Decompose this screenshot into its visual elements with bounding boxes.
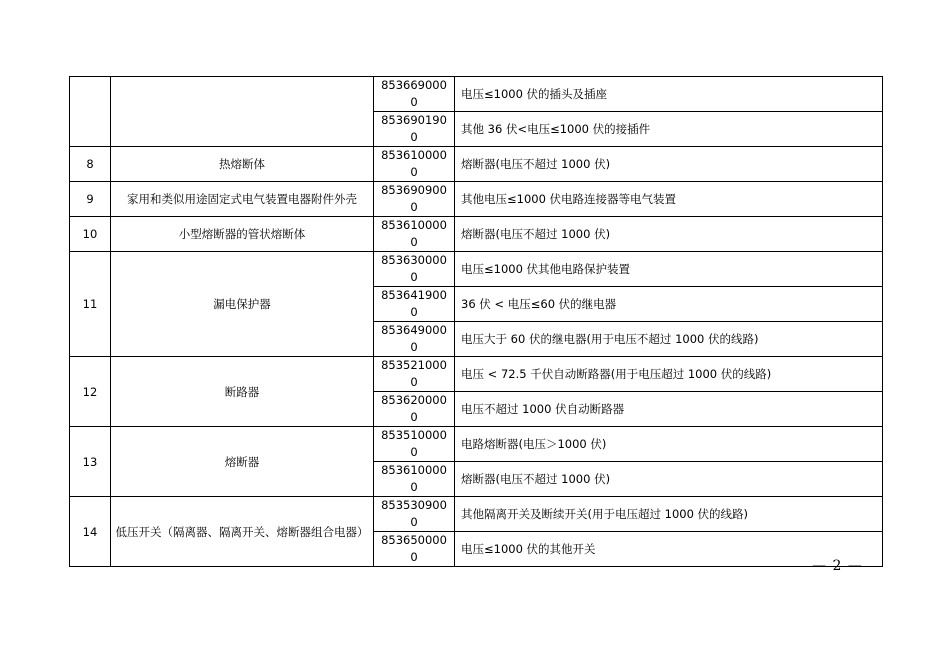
table-row bbox=[70, 427, 883, 462]
table-row bbox=[70, 77, 883, 112]
table-row bbox=[70, 252, 883, 287]
row-number-cell: 11 bbox=[70, 252, 111, 357]
hs-code-line2: 0 bbox=[410, 270, 418, 284]
hs-code-line1: 853669000 bbox=[381, 78, 447, 92]
hs-code-line2: 0 bbox=[410, 340, 418, 354]
product-name-cell: 断路器 bbox=[111, 357, 374, 427]
code-description-cell: 熔断器(电压不超过 1000 伏) bbox=[455, 147, 883, 182]
code-description-cell: 电路熔断器(电压＞1000 伏) bbox=[455, 427, 883, 462]
row-number-cell: 10 bbox=[70, 217, 111, 252]
code-description-cell: 其他电压≤1000 伏电路连接器等电气装置 bbox=[455, 182, 883, 217]
hs-code-cell bbox=[374, 357, 455, 392]
code-description-cell: 电压不超过 1000 伏自动断路器 bbox=[455, 392, 883, 427]
hs-code-cell bbox=[374, 462, 455, 497]
table-row bbox=[70, 497, 883, 532]
row-number-cell: 14 bbox=[70, 497, 111, 567]
hs-code-cell bbox=[374, 182, 455, 217]
hs-code-line1: 853610000 bbox=[381, 463, 447, 477]
table-row bbox=[70, 147, 883, 182]
hs-code-line2: 0 bbox=[410, 200, 418, 214]
hs-code-line2: 0 bbox=[410, 410, 418, 424]
code-description-cell: 熔断器(电压不超过 1000 伏) bbox=[455, 462, 883, 497]
hs-code-line1: 853649000 bbox=[381, 323, 447, 337]
hs-code-line2: 0 bbox=[410, 445, 418, 459]
table-row bbox=[70, 217, 883, 252]
hs-code-line2: 0 bbox=[410, 515, 418, 529]
hs-code-line1: 853510000 bbox=[381, 428, 447, 442]
product-code-table bbox=[69, 76, 883, 567]
hs-code-cell bbox=[374, 427, 455, 462]
hs-code-line1: 853610000 bbox=[381, 148, 447, 162]
hs-code-line2: 0 bbox=[410, 305, 418, 319]
product-name-cell: 熔断器 bbox=[111, 427, 374, 497]
hs-code-line1: 853650000 bbox=[381, 533, 447, 547]
table-row bbox=[70, 182, 883, 217]
table-body bbox=[70, 77, 883, 567]
code-description-cell: 熔断器(电压不超过 1000 伏) bbox=[455, 217, 883, 252]
hs-code-cell bbox=[374, 147, 455, 182]
code-description-cell: 电压≤1000 伏的其他开关 bbox=[455, 532, 883, 567]
hs-code-line1: 853620000 bbox=[381, 393, 447, 407]
hs-code-line1: 853530900 bbox=[381, 498, 447, 512]
hs-code-line2: 0 bbox=[410, 375, 418, 389]
hs-code-line1: 853690190 bbox=[381, 113, 447, 127]
hs-code-line2: 0 bbox=[410, 165, 418, 179]
hs-code-cell bbox=[374, 217, 455, 252]
product-name-cell: 热熔断体 bbox=[111, 147, 374, 182]
table-row bbox=[70, 357, 883, 392]
hs-code-line1: 853630000 bbox=[381, 253, 447, 267]
product-name-cell: 家用和类似用途固定式电气装置电器附件外壳 bbox=[111, 182, 374, 217]
row-number-cell: 13 bbox=[70, 427, 111, 497]
hs-code-cell bbox=[374, 287, 455, 322]
hs-code-line1: 853641900 bbox=[381, 288, 447, 302]
row-number-cell bbox=[70, 77, 111, 147]
product-name-cell: 小型熔断器的管状熔断体 bbox=[111, 217, 374, 252]
code-description-cell: 36 伏 < 电压≤60 伏的继电器 bbox=[455, 287, 883, 322]
product-name-cell: 漏电保护器 bbox=[111, 252, 374, 357]
hs-code-cell bbox=[374, 497, 455, 532]
hs-code-line2: 0 bbox=[410, 130, 418, 144]
product-name-cell: 低压开关（隔离器、隔离开关、熔断器组合电器） bbox=[111, 497, 374, 567]
hs-code-cell bbox=[374, 322, 455, 357]
code-description-cell: 其他隔离开关及断续开关(用于电压超过 1000 伏的线路) bbox=[455, 497, 883, 532]
row-number-cell: 9 bbox=[70, 182, 111, 217]
hs-code-line1: 853521000 bbox=[381, 358, 447, 372]
hs-code-cell bbox=[374, 77, 455, 112]
page-number: — 2 — bbox=[812, 558, 863, 574]
hs-code-line2: 0 bbox=[410, 550, 418, 564]
hs-code-line2: 0 bbox=[410, 480, 418, 494]
product-name-cell bbox=[111, 77, 374, 147]
hs-code-cell bbox=[374, 392, 455, 427]
hs-code-cell bbox=[374, 252, 455, 287]
code-description-cell: 其他 36 伏<电压≤1000 伏的接插件 bbox=[455, 112, 883, 147]
code-description-cell: 电压≤1000 伏其他电路保护装置 bbox=[455, 252, 883, 287]
hs-code-line1: 853690900 bbox=[381, 183, 447, 197]
hs-code-cell bbox=[374, 532, 455, 567]
code-description-cell: 电压≤1000 伏的插头及插座 bbox=[455, 77, 883, 112]
hs-code-line1: 853610000 bbox=[381, 218, 447, 232]
row-number-cell: 8 bbox=[70, 147, 111, 182]
hs-code-line2: 0 bbox=[410, 95, 418, 109]
code-description-cell: 电压 < 72.5 千伏自动断路器(用于电压超过 1000 伏的线路) bbox=[455, 357, 883, 392]
hs-code-cell bbox=[374, 112, 455, 147]
code-description-cell: 电压大于 60 伏的继电器(用于电压不超过 1000 伏的线路) bbox=[455, 322, 883, 357]
row-number-cell: 12 bbox=[70, 357, 111, 427]
hs-code-line2: 0 bbox=[410, 235, 418, 249]
